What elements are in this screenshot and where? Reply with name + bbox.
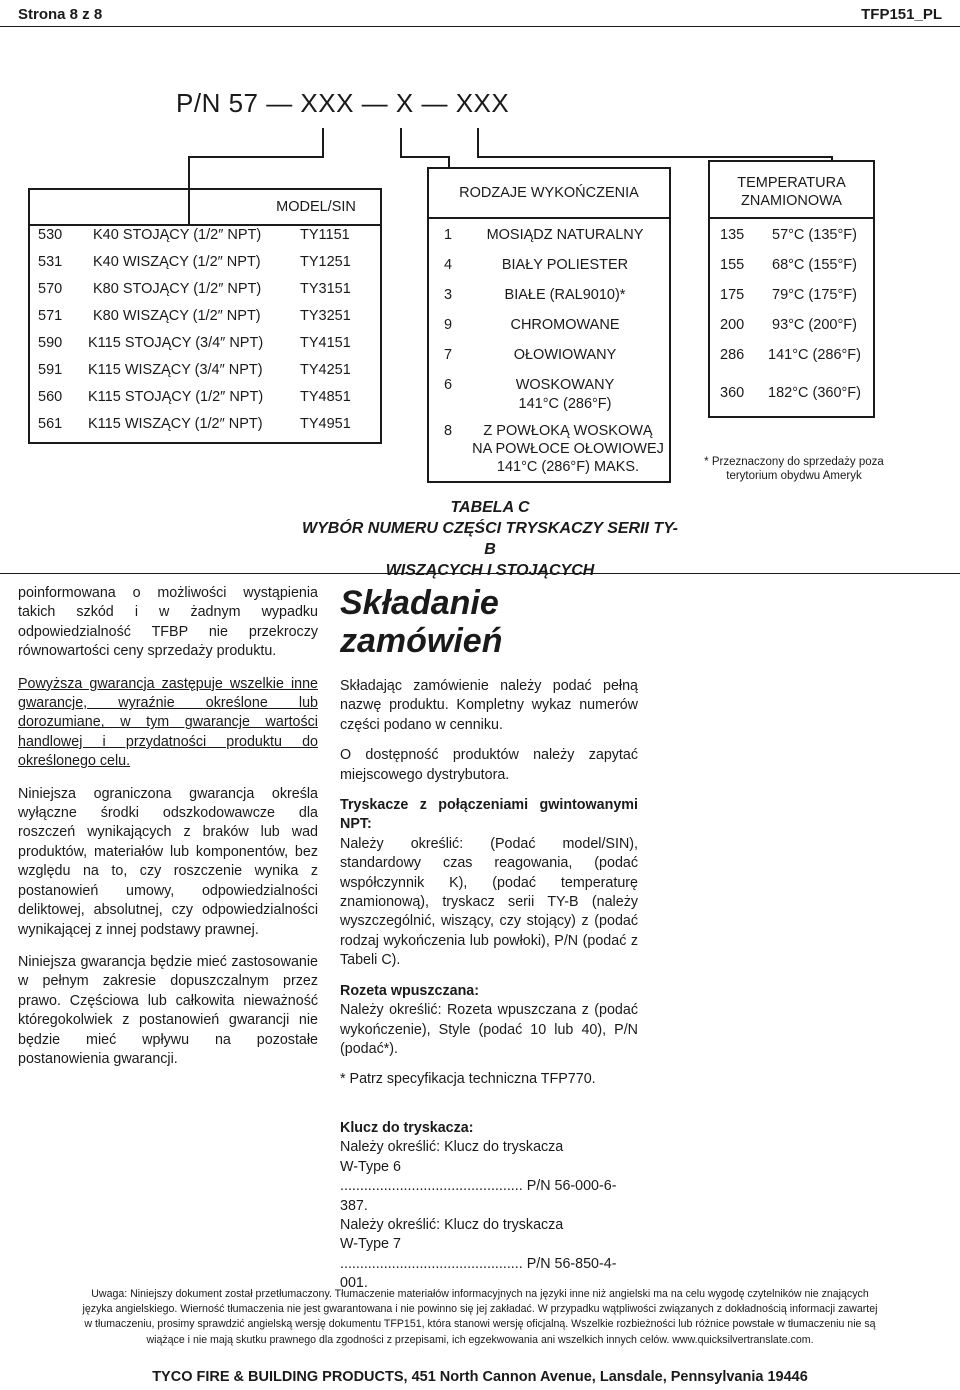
model-sin: TY1151 bbox=[300, 227, 350, 243]
model-desc: K80 WISZĄCY (1/2″ NPT) bbox=[93, 308, 261, 324]
wrench-section bbox=[340, 1119, 640, 1294]
model-sin: TY4951 bbox=[300, 416, 351, 432]
ordering-intro: Składając zamówienie należy podać pełną nazwę produktu. Kompletny wykaz numerów części podano w cenniku. bbox=[340, 678, 638, 733]
model-sin: TY1251 bbox=[300, 254, 351, 270]
table-caption-line2: WYBÓR NUMERU CZĘŚCI TRYSKACZY SERII TY-B bbox=[301, 520, 679, 558]
models-header: MODEL/SIN bbox=[276, 199, 356, 215]
wrench-line: .............................................. P/N 56-850-4-001. bbox=[340, 1255, 617, 1292]
table-caption-line3: WISZĄCYCH I STOJĄCYCH bbox=[385, 562, 595, 579]
model-sin: TY4251 bbox=[300, 362, 351, 378]
model-desc: K115 STOJĄCY (3/4″ NPT) bbox=[88, 335, 264, 351]
finish-code: 7 bbox=[444, 347, 453, 363]
warranty-paragraph: poinformowana o możliwości wystąpienia takich szkód i w żadnym wypadku odpowiedzialność TFBP nie przekroczy równowartości ceny sprzedaży produktu. bbox=[18, 585, 318, 660]
temperature-header-line2: ZNAMIONOWA bbox=[741, 193, 842, 209]
finish-label: OŁOWIOWANY bbox=[513, 347, 617, 363]
wrench-line: W-Type 6 bbox=[340, 1158, 401, 1175]
model-code: 531 bbox=[38, 254, 63, 270]
npt-body: Należy określić: (Podać model/SIN), standardowy czas reagowania, (podać współczynnik K), (podać temperaturę znamionową), tryskacz serii TY-B (należy wyszczególnić, wiszący, czy stojący) z (podać rodzaj wykończenia lub powłoki), P/N (podać z Tabeli C). bbox=[340, 835, 638, 969]
temp-code: 286 bbox=[720, 347, 745, 363]
finishes-header: RODZAJE WYKOŃCZENIA bbox=[459, 185, 639, 201]
temp-code: 200 bbox=[720, 317, 745, 333]
ordering-title: Składanie zamówień bbox=[340, 584, 503, 660]
temp-value: 79°C (175°F) bbox=[772, 287, 857, 303]
finish-label-line2: NA POWŁOCE OŁOWIOWEJ bbox=[472, 441, 664, 457]
warranty-paragraph: Niniejsza gwarancja będzie mieć zastosowanie w pełnym zakresie dopuszczalnym przez prawo. Częściowa lub całkowita nieważność któregokolwiek z postanowień gwarancji nie będzie mieć wpływu na pozostałe postanowienia gwarancji. bbox=[18, 953, 318, 1067]
model-sin: TY4151 bbox=[300, 335, 351, 351]
model-code: 591 bbox=[38, 362, 63, 378]
rozeta-body: Należy określić: Rozeta wpuszczana z (podać wykończenie), Style (podać 10 lub 40), P/N (podać*). bbox=[340, 1002, 638, 1057]
wrench-line: Należy określić: Klucz do tryskacza bbox=[340, 1217, 564, 1234]
wrench-line: Należy określić: Klucz do tryskacza bbox=[340, 1139, 564, 1156]
model-desc: K40 WISZĄCY (1/2″ NPT) bbox=[93, 254, 261, 270]
wrench-line: .............................................. P/N 56-000-6-387. bbox=[340, 1178, 617, 1214]
finish-code: 4 bbox=[444, 257, 453, 273]
temperature-header-line1: TEMPERATURA bbox=[737, 175, 846, 191]
model-code: 560 bbox=[38, 389, 63, 405]
model-code: 530 bbox=[38, 227, 63, 243]
ordering-availability: O dostępność produktów należy zapytać miejscowego dystrybutora. bbox=[340, 747, 638, 783]
company-address: TYCO FIRE & BUILDING PRODUCTS, 451 North Cannon Avenue, Lansdale, Pennsylvania 19446 bbox=[152, 1369, 808, 1385]
finish-label: MOSIĄDZ NATURALNY bbox=[486, 227, 644, 243]
model-code: 590 bbox=[38, 335, 63, 351]
part-number-pattern: P/N 57 — XXX — X — XXX bbox=[176, 88, 510, 118]
temp-code: 155 bbox=[720, 257, 745, 273]
warranty-paragraph: Niniejsza ograniczona gwarancja określa wyłączne środki odszkodowawcze dla roszczeń wynikających z braków lub wad produktów, materiałów lub komponentów, bez względu na to, czy roszczenie wynika z postanowień umowy, odpowiedzialności deliktowej, absolutnej, czy odpowiedzialności wynikającej z innej podstawy prawnej. bbox=[18, 785, 318, 938]
npt-heading: Tryskacze z połączeniami gwintowanymi NPT: bbox=[340, 797, 638, 833]
model-desc: K40 STOJĄCY (1/2″ NPT) bbox=[93, 227, 262, 243]
ordering-text bbox=[340, 677, 638, 1101]
temp-code: 175 bbox=[720, 287, 745, 303]
table-caption-title: TABELA C bbox=[450, 499, 530, 516]
document-id: TFP151_PL bbox=[861, 6, 942, 23]
temp-value: 68°C (155°F) bbox=[772, 257, 857, 273]
finish-label: BIAŁE (RAL9010)* bbox=[504, 287, 626, 303]
finish-code: 8 bbox=[444, 423, 453, 439]
availability-note: * Przeznaczony do sprzedaży poza terytorium obydwu Ameryk bbox=[704, 456, 884, 482]
finish-code: 9 bbox=[444, 317, 453, 333]
model-desc: K115 STOJĄCY (1/2″ NPT) bbox=[88, 389, 264, 405]
finish-label-temp: 141°C (286°F) bbox=[518, 396, 612, 412]
rozeta-heading: Rozeta wpuszczana: bbox=[340, 982, 480, 999]
finish-label: Z POWŁOKĄ WOSKOWĄ bbox=[483, 423, 653, 439]
model-sin: TY3151 bbox=[300, 281, 351, 297]
model-desc: K115 WISZĄCY (1/2″ NPT) bbox=[88, 416, 263, 432]
page-number: Strona 8 z 8 bbox=[18, 6, 103, 23]
temp-value: 93°C (200°F) bbox=[772, 317, 857, 333]
warranty-text bbox=[18, 584, 318, 1082]
temp-value: 182°C (360°F) bbox=[768, 385, 861, 401]
wrench-heading: Klucz do tryskacza: bbox=[340, 1120, 474, 1136]
rozeta-note: * Patrz specyfikacja techniczna TFP770. bbox=[340, 1071, 596, 1088]
finish-label-line3: 141°C (286°F) MAKS. bbox=[496, 459, 640, 475]
temp-value: 141°C (286°F) bbox=[768, 347, 861, 363]
model-code: 571 bbox=[38, 308, 63, 324]
finish-label: BIAŁY POLIESTER bbox=[501, 257, 629, 273]
finish-label: WOSKOWANY bbox=[515, 377, 615, 393]
model-desc: K115 WISZĄCY (3/4″ NPT) bbox=[88, 362, 263, 378]
warranty-disclaimer: Powyższa gwarancja zastępuje wszelkie inne gwarancje, wyraźnie określone lub dorozumiane, w tym gwarancje wartości handlowej i przydatności produktu do określonego celu. bbox=[18, 675, 318, 770]
table-caption bbox=[300, 497, 680, 581]
wrench-line: W-Type 7 bbox=[340, 1236, 401, 1253]
temp-value: 57°C (135°F) bbox=[772, 227, 857, 243]
model-code: 561 bbox=[38, 416, 63, 432]
temp-code: 360 bbox=[720, 385, 745, 401]
section-divider bbox=[0, 573, 960, 574]
finish-code: 1 bbox=[444, 227, 453, 243]
finish-label: CHROMOWANE bbox=[510, 317, 620, 333]
header-divider bbox=[0, 26, 960, 27]
model-code: 570 bbox=[38, 281, 63, 297]
model-sin: TY4851 bbox=[300, 389, 351, 405]
finish-code: 3 bbox=[444, 287, 453, 303]
finish-code: 6 bbox=[444, 377, 453, 393]
translation-notice: Uwaga: Niniejszy dokument został przetłumaczony. Tłumaczenie materiałów informacyjnych na języki inne niż angielski ma na celu wygodę czytelników nie znających języka angielskiego. Wierność tłumaczenia nie jest gwarantowana i nie powinno się jej zakładać. W przypadku wątpliwości związanych z dokładnością informacji zawartej w tłumaczeniu, prosimy sprawdzić angielską wersję dokumentu TFP151, która stanowi wersję oficjalną. Wszelkie rozbieżności lub różnice powstałe w tłumaczeniu nie są wiążące i nie mają skutku prawnego dla zgodności z przepisami, ich egzekwowania ani wszelkich innych celów. www.quicksilvertranslate.com. bbox=[82, 1288, 878, 1346]
model-desc: K80 STOJĄCY (1/2″ NPT) bbox=[93, 281, 262, 297]
model-sin: TY3251 bbox=[300, 308, 351, 324]
temp-code: 135 bbox=[720, 227, 745, 243]
